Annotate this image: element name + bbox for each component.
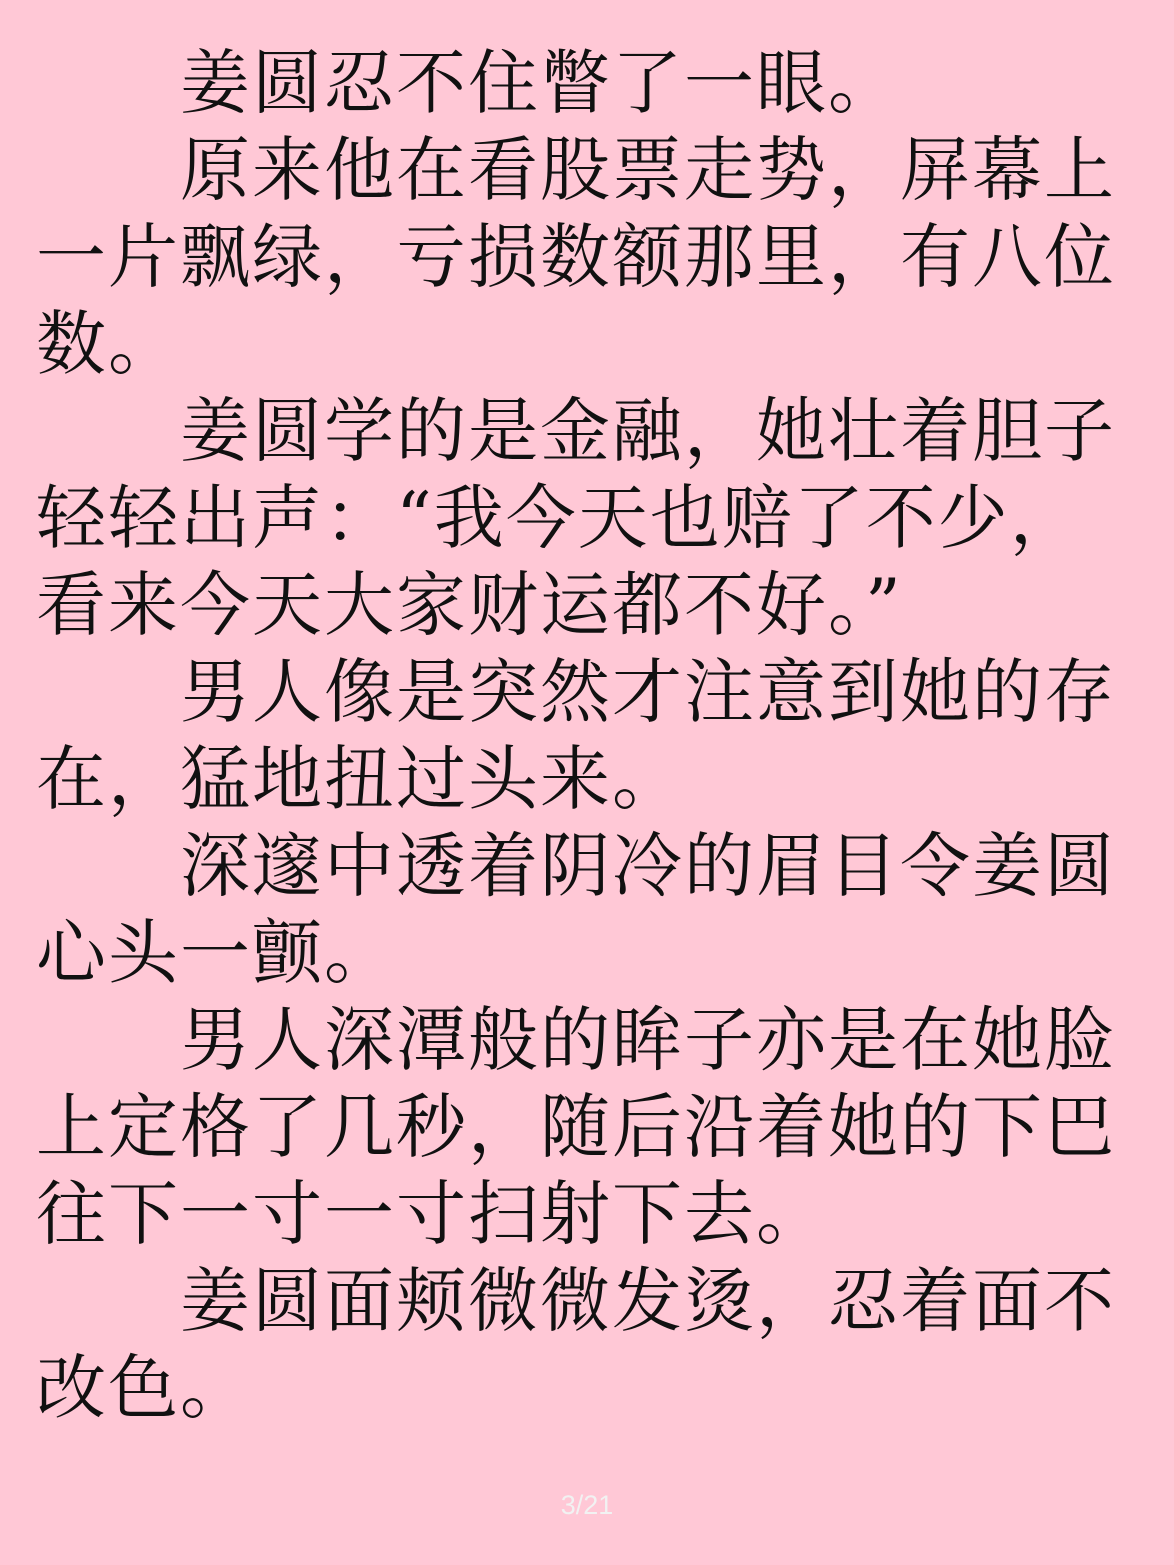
paragraph-2: 原来他在看股票走势，屏幕上一片飘绿，亏损数额那里，有八位数。 xyxy=(36,129,1116,385)
paragraph-3: 姜圆学的是金融，她壮着胆子轻轻出声：“我今天也赔了不少，看来今天大家财运都不好。” xyxy=(36,390,1116,646)
paragraph-5: 深邃中透着阴冷的眉目令姜圆心头一颤。 xyxy=(36,825,1116,994)
paragraph-7: 姜圆面颊微微发烫，忍着面不改色。 xyxy=(36,1260,1116,1429)
paragraph-6: 男人深潭般的眸子亦是在她脸上定格了几秒，随后沿着她的下巴往下一寸一寸扫射下去。 xyxy=(36,999,1116,1255)
paragraph-4: 男人像是突然才注意到她的存在，猛地扭过头来。 xyxy=(36,651,1116,820)
page-indicator: 3/21 xyxy=(560,1490,614,1520)
story-text xyxy=(36,40,1116,1432)
paragraph-1: 姜圆忍不住瞥了一眼。 xyxy=(180,42,900,124)
